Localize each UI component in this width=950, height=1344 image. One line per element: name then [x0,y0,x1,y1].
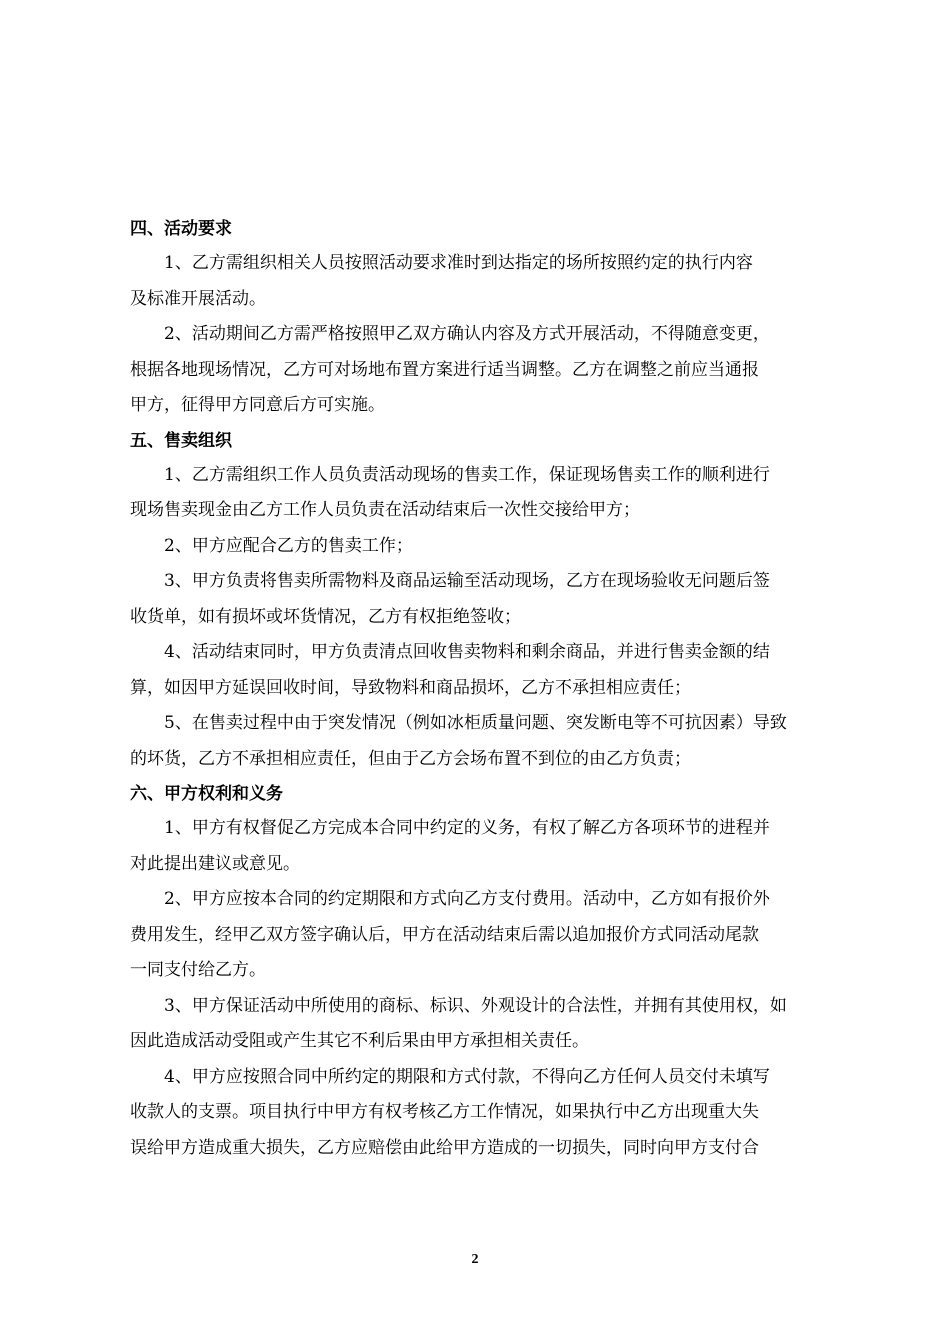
paragraph-line: 算，如因甲方延误回收时间，导致物料和商品损坏，乙方不承担相应责任； [130,677,691,698]
paragraph-line: 收款人的支票。项目执行中甲方有权考核乙方工作情况，如果执行中乙方出现重大失 [130,1102,759,1122]
paragraph [130,317,832,424]
paragraph-line: 现场售卖现金由乙方工作人员负责在活动结束后一次性交接给甲方； [130,500,640,520]
paragraph-line: 误给甲方造成重大损失，乙方应赔偿由此给甲方造成的一切损失，同时向甲方支付合 [130,1137,759,1158]
paragraph [130,989,832,1060]
paragraph-line: 1、乙方需组织工作人员负责活动现场的售卖工作，保证现场售卖工作的顺利进行 [164,464,770,485]
section-heading: 五、售卖组织 [130,430,232,451]
paragraph [130,706,832,777]
page-number: 2 [471,1252,479,1267]
paragraph [130,811,832,882]
paragraph [130,529,832,565]
paragraph-line: 费用发生，经甲乙双方签字确认后，甲方在活动结束后需以追加报价方式同活动尾款 [130,924,759,945]
paragraph [130,564,832,635]
paragraph [130,635,832,706]
paragraph-line: 的坏货，乙方不承担相应责任，但由于乙方会场布置不到位的由乙方负责； [130,748,691,769]
paragraph-line: 一同支付给乙方。 [130,960,266,980]
paragraph-line: 3、甲方负责将售卖所需物料及商品运输至活动现场，乙方在现场验收无问题后签 [164,571,770,591]
section-heading: 四、活动要求 [130,219,232,239]
paragraph-line: 收货单，如有损坏或坏货情况，乙方有权拒绝签收； [130,606,521,627]
paragraph-line: 2、甲方应配合乙方的售卖工作； [164,535,413,556]
paragraph [130,246,832,317]
paragraph-line: 2、活动期间乙方需严格按照甲乙双方确认内容及方式开展活动，不得随意变更， [164,324,770,344]
paragraph-line: 4、活动结束同时，甲方负责清点回收售卖物料和剩余商品，并进行售卖金额的结 [164,642,770,662]
paragraph-line: 因此造成活动受阻或产生其它不利后果由甲方承担相关责任。 [130,1031,589,1051]
document-body [130,212,832,1166]
paragraph-line: 及标准开展活动。 [130,288,266,309]
paragraph-line: 根据各地现场情况，乙方可对场地布置方案进行适当调整。乙方在调整之前应当通报 [130,359,759,380]
paragraph-line: 1、乙方需组织相关人员按照活动要求准时到达指定的场所按照约定的执行内容 [164,253,753,273]
paragraph-line: 甲方，征得甲方同意后方可实施。 [130,395,385,415]
paragraph [130,882,832,989]
paragraph-line: 5、在售卖过程中由于突发情况（例如冰柜质量问题、突发断电等不可抗因素）导致 [164,713,787,733]
paragraph-line: 4、甲方应按照合同中所约定的期限和方式付款，不得向乙方任何人员交付未填写 [164,1066,770,1087]
paragraph [130,1060,832,1167]
section-heading: 六、甲方权利和义务 [130,784,283,804]
paragraph-line: 1、甲方有权督促乙方完成本合同中约定的义务，有权了解乙方各项环节的进程并 [164,818,770,838]
paragraph [130,458,832,529]
paragraph-line: 3、甲方保证活动中所使用的商标、标识、外观设计的合法性，并拥有其使用权，如 [164,995,787,1016]
paragraph-line: 2、甲方应按本合同的约定期限和方式向乙方支付费用。活动中，乙方如有报价外 [164,889,770,909]
paragraph-line: 对此提出建议或意见。 [130,853,300,874]
